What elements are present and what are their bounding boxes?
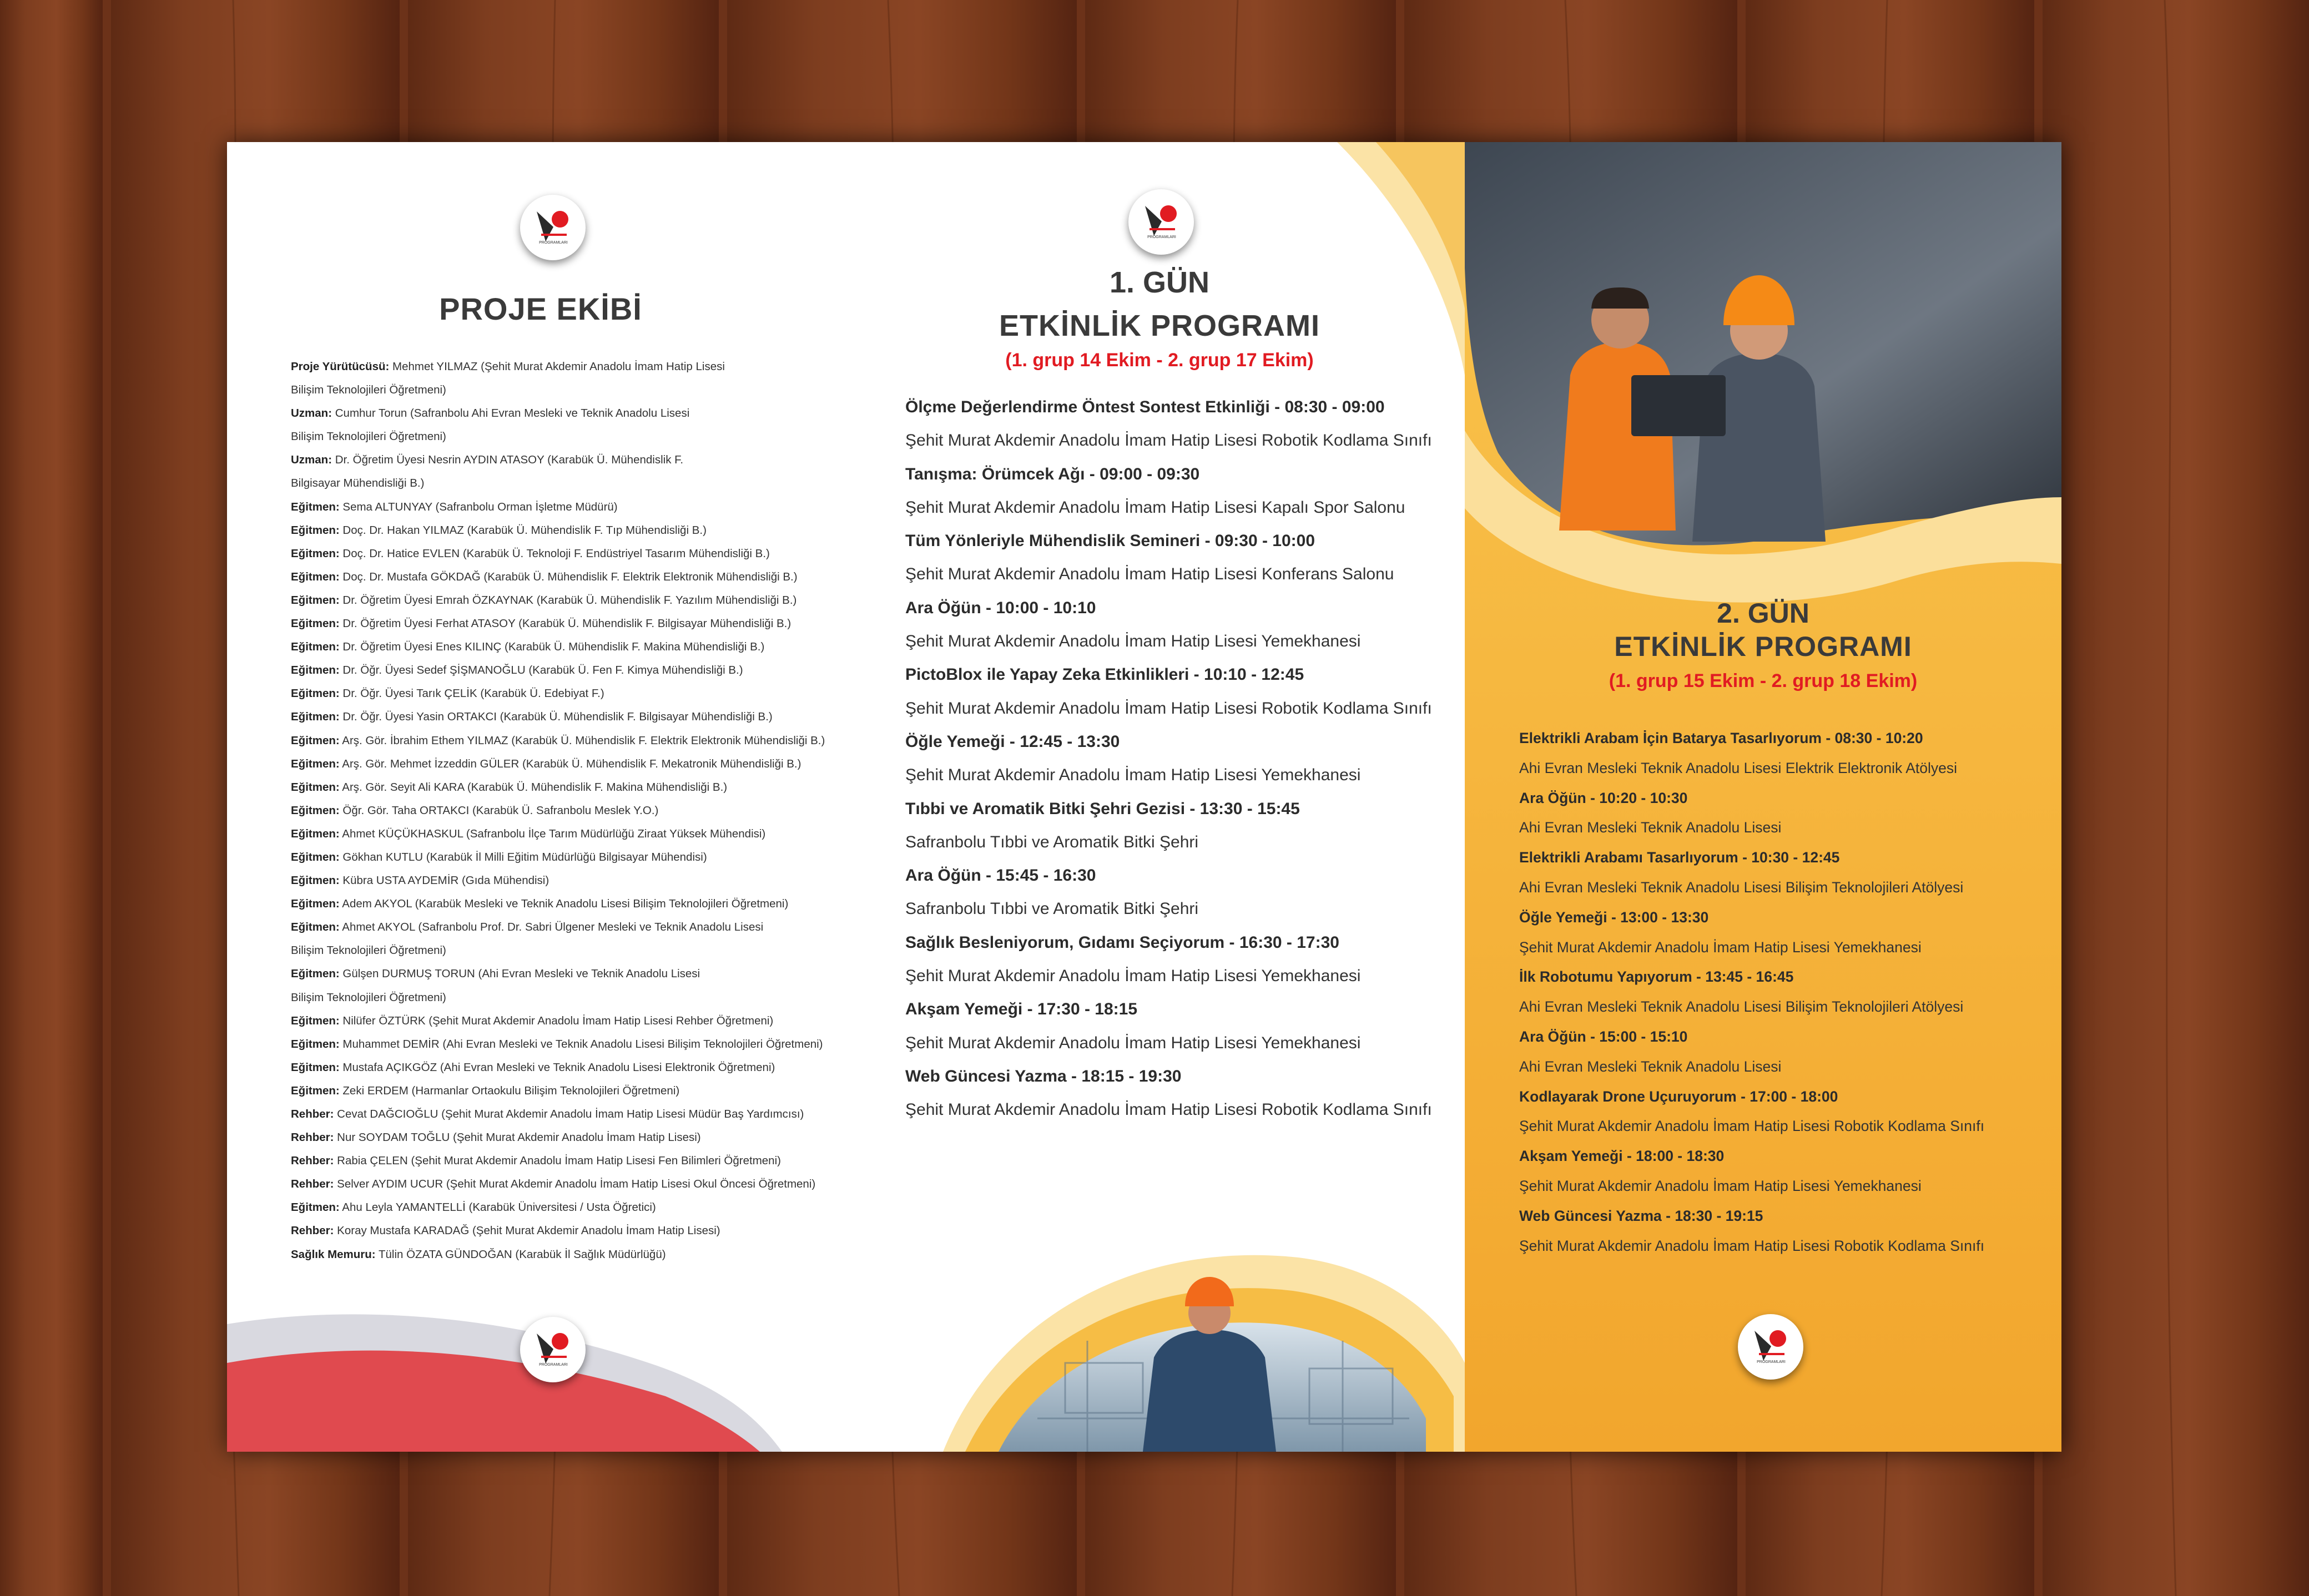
team-member-text: Bilişim Teknolojileri Öğretmeni): [291, 944, 446, 957]
schedule-item-time: Elektrikli Arabam İçin Batarya Tasarlıyorum - 08:30 - 10:20: [1519, 730, 1923, 746]
team-member-role: Eğitmen:: [291, 1014, 340, 1027]
team-member-row: [291, 402, 846, 425]
team-member-text: Öğr. Gör. Taha ORTAKCI (Karabük Ü. Safranbolu Meslek Y.O.): [339, 804, 659, 817]
team-member-text: Nilüfer ÖZTÜRK (Şehit Murat Akdemir Anadolu İmam Hatip Lisesi Rehber Öğretmeni): [339, 1014, 774, 1027]
team-member-text: Muhammet DEMİR (Ahi Evran Mesleki ve Teknik Anadolu Lisesi Bilişim Teknolojileri Öğretmeni): [339, 1037, 823, 1050]
team-member-role: Rehber:: [291, 1131, 334, 1144]
team-member-text: Adem AKYOL (Karabük Mesleki ve Teknik Anadolu Lisesi Bilişim Teknolojileri Öğretmeni): [339, 897, 789, 911]
team-member-text: Mustafa AÇIKGÖZ (Ahi Evran Mesleki ve Teknik Anadolu Lisesi Elektronik Öğretmeni): [339, 1060, 775, 1074]
team-member-text: Sema ALTUNYAY (Safranbolu Orman İşletme Müdürü): [339, 500, 618, 513]
team-member-row: [291, 519, 846, 542]
team-member-text: Dr. Öğr. Üyesi Sedef ŞİŞMANOĞLU (Karabük Ü. Fen F. Kimya Mühendisliği B.): [339, 664, 743, 677]
team-member-row: [291, 846, 846, 869]
schedule-item-time: Kodlayarak Drone Uçuruyorum - 17:00 - 18:00: [1519, 1088, 1838, 1105]
logo-badge: [1738, 1314, 1803, 1380]
schedule-item-time: Akşam Yemeği - 18:00 - 18:30: [1519, 1148, 1725, 1165]
logo-caption: PROGRAMLARI: [539, 1363, 568, 1367]
team-member-role: Eğitmen:: [291, 547, 340, 560]
team-member-row: [291, 1033, 846, 1056]
schedule-item-time: İlk Robotumu Yapıyorum - 13:45 - 16:45: [1519, 968, 1794, 986]
schedule-item-location: Şehit Murat Akdemir Anadolu İmam Hatip Lisesi Yemekhanesi: [905, 766, 1361, 785]
team-member-role: Eğitmen:: [291, 617, 340, 630]
team-member-text: Dr. Öğretim Üyesi Nesrin AYDIN ATASOY (Karabük Ü. Mühendislik F.: [332, 453, 684, 467]
logo-caption: PROGRAMLARI: [1147, 235, 1176, 239]
team-member-text: Gökhan KUTLU (Karabük İl Milli Eğitim Müdürlüğü Bilgisayar Mühendisi): [339, 850, 707, 863]
team-member-text: Bilgisayar Mühendisliği B.): [291, 477, 425, 490]
day1-subtitle: (1. grup 14 Ekim - 2. grup 17 Ekim): [1005, 350, 1314, 371]
team-member-text: Dr. Öğretim Üyesi Ferhat ATASOY (Karabük Ü. Mühendislik F. Bilgisayar Mühendisliği B.): [339, 617, 791, 630]
team-member-text: Ahmet AKYOL (Safranbolu Prof. Dr. Sabri Ülgener Mesleki ve Teknik Anadolu Lisesi: [339, 921, 764, 934]
team-member-text: Doç. Dr. Mustafa GÖKDAĞ (Karabük Ü. Mühendislik F. Elektrik Elektronik Mühendisliği B.): [339, 570, 798, 583]
team-member-text: Bilişim Teknolojileri Öğretmeni): [291, 383, 446, 397]
schedule-item-time: Ara Öğün - 15:00 - 15:10: [1519, 1028, 1688, 1045]
schedule-item-location: Şehit Murat Akdemir Anadolu İmam Hatip Lisesi Yemekhanesi: [1519, 1177, 1922, 1194]
schedule-item-location: Ahi Evran Mesleki Teknik Anadolu Lisesi Bilişim Teknolojileri Atölyesi: [1519, 878, 1964, 896]
team-member-text: Mehmet YILMAZ (Şehit Murat Akdemir Anadolu İmam Hatip Lisesi: [389, 360, 725, 373]
team-member-row: [291, 1243, 846, 1266]
team-member-row: [291, 355, 846, 378]
team-member-text: Cumhur Torun (Safranbolu Ahi Evran Mesleki ve Teknik Anadolu Lisesi: [332, 407, 690, 420]
team-member-row: [291, 1103, 846, 1126]
schedule-item-time: Ara Öğün - 15:45 - 16:30: [905, 866, 1096, 885]
day1-title: 1. GÜN: [1109, 266, 1210, 299]
team-member-role: Eğitmen:: [291, 804, 340, 817]
schedule-item-time: Öğle Yemeği - 12:45 - 13:30: [905, 732, 1120, 751]
day2-schedule: [1519, 724, 2052, 1261]
schedule-item-location: Ahi Evran Mesleki Teknik Anadolu Lisesi Elektrik Elektronik Atölyesi: [1519, 759, 1957, 776]
schedule-item-time: Akşam Yemeği - 17:30 - 18:15: [905, 1000, 1138, 1019]
team-member-role: Eğitmen:: [291, 523, 340, 537]
team-member-role: Uzman:: [291, 453, 332, 467]
team-member-row: [291, 659, 846, 682]
team-member-row: [291, 776, 846, 799]
schedule-item-location: Şehit Murat Akdemir Anadolu İmam Hatip Lisesi Yemekhanesi: [905, 632, 1361, 651]
team-panel: [227, 142, 854, 1452]
team-member-row: [291, 1219, 846, 1243]
team-member-row: [291, 1126, 846, 1149]
day1-panel: [854, 142, 1465, 1452]
schedule-item-location: Safranbolu Tıbbi ve Aromatik Bitki Şehri: [905, 832, 1199, 851]
schedule-item-time: Öğle Yemeği - 13:00 - 13:30: [1519, 908, 1709, 926]
schedule-item-location: Şehit Murat Akdemir Anadolu İmam Hatip Lisesi Kapalı Spor Salonu: [905, 498, 1405, 517]
team-member-row: [291, 705, 846, 729]
team-member-role: Eğitmen:: [291, 1037, 340, 1050]
team-member-row: [291, 986, 846, 1009]
team-member-text: Koray Mustafa KARADAĞ (Şehit Murat Akdemir Anadolu İmam Hatip Lisesi): [334, 1224, 720, 1238]
schedule-item-location: Şehit Murat Akdemir Anadolu İmam Hatip Lisesi Konferans Salonu: [905, 565, 1394, 584]
team-member-row: [291, 1173, 846, 1196]
team-member-text: Kübra USTA AYDEMİR (Gıda Mühendisi): [339, 874, 549, 887]
team-member-row: [291, 682, 846, 705]
team-member-row: [291, 1196, 846, 1219]
team-member-row: [291, 752, 846, 776]
team-member-row: [291, 962, 846, 986]
team-member-role: Eğitmen:: [291, 593, 340, 607]
team-member-role: Sağlık Memuru:: [291, 1247, 376, 1261]
team-member-role: Eğitmen:: [291, 874, 340, 887]
team-member-text: Ahmet KÜÇÜKHASKUL (Safranbolu İlçe Tarım Müdürlüğü Ziraat Yüksek Mühendisi): [339, 827, 766, 840]
day2-subtitle: (1. grup 15 Ekim - 2. grup 18 Ekim): [1609, 670, 1918, 691]
team-member-role: Eğitmen:: [291, 710, 340, 724]
schedule-item-location: Şehit Murat Akdemir Anadolu İmam Hatip Lisesi Robotik Kodlama Sınıfı: [1519, 1237, 1985, 1254]
brochure: [227, 142, 2061, 1452]
schedule-item-location: Ahi Evran Mesleki Teknik Anadolu Lisesi: [1519, 819, 1782, 836]
schedule-item-time: Tıbbi ve Aromatik Bitki Şehri Gezisi - 13:30 - 15:45: [905, 799, 1300, 818]
schedule-item-time: Ara Öğün - 10:00 - 10:10: [905, 598, 1096, 617]
team-member-row: [291, 939, 846, 962]
schedule-item-time: Ara Öğün - 10:20 - 10:30: [1519, 789, 1688, 806]
team-member-text: Bilişim Teknolojileri Öğretmeni): [291, 991, 446, 1004]
team-member-role: Eğitmen:: [291, 500, 340, 513]
day1-schedule: [905, 391, 1460, 1127]
team-member-row: [291, 1009, 846, 1033]
team-member-role: Rehber:: [291, 1108, 334, 1120]
team-member-row: [291, 472, 846, 495]
team-member-text: Nur SOYDAM TOĞLU (Şehit Murat Akdemir Anadolu İmam Hatip Lisesi): [334, 1131, 701, 1144]
team-member-row: [291, 869, 846, 892]
team-member-row: [291, 1149, 846, 1173]
team-member-role: Uzman:: [291, 407, 332, 420]
team-member-text: Arş. Gör. Mehmet İzzeddin GÜLER (Karabük Ü. Mühendislik F. Mekatronik Mühendisliği B.): [339, 757, 801, 770]
team-member-role: Proje Yürütücüsü:: [291, 360, 390, 373]
team-member-text: Ahu Leyla YAMANTELLİ (Karabük Üniversitesi / Usta Öğretici): [339, 1201, 656, 1214]
schedule-item-location: Şehit Murat Akdemir Anadolu İmam Hatip Lisesi Robotik Kodlama Sınıfı: [905, 431, 1432, 450]
team-member-role: Eğitmen:: [291, 734, 340, 747]
team-member-row: [291, 448, 846, 472]
schedule-item-location: Safranbolu Tıbbi ve Aromatik Bitki Şehri: [905, 900, 1199, 918]
team-member-row: [291, 729, 846, 752]
team-member-role: Rehber:: [291, 1154, 334, 1168]
team-member-row: [291, 496, 846, 519]
team-member-role: Eğitmen:: [291, 570, 340, 583]
team-member-row: [291, 635, 846, 659]
team-member-text: Arş. Gör. Seyit Ali KARA (Karabük Ü. Mühendislik F. Makina Mühendisliği B.): [339, 780, 728, 794]
day2-panel: [1465, 142, 2061, 1452]
schedule-item-location: Şehit Murat Akdemir Anadolu İmam Hatip Lisesi Robotik Kodlama Sınıfı: [905, 1100, 1432, 1119]
team-member-text: Dr. Öğretim Üyesi Enes KILINÇ (Karabük Ü. Mühendislik F. Makina Mühendisliği B.): [339, 640, 765, 654]
team-member-role: Eğitmen:: [291, 664, 340, 677]
schedule-item-location: Şehit Murat Akdemir Anadolu İmam Hatip Lisesi Robotik Kodlama Sınıfı: [905, 699, 1432, 718]
team-member-text: Zeki ERDEM (Harmanlar Ortaokulu Bilişim Teknolojileri Öğretmeni): [339, 1084, 680, 1097]
team-member-row: [291, 1056, 846, 1079]
schedule-item-location: Şehit Murat Akdemir Anadolu İmam Hatip Lisesi Yemekhanesi: [1519, 938, 1922, 956]
logo-badge-bottom: [520, 1317, 586, 1382]
team-member-role: Eğitmen:: [291, 897, 340, 911]
team-member-row: [291, 1079, 846, 1103]
team-member-text: Doç. Dr. Hakan YILMAZ (Karabük Ü. Mühendislik F. Tıp Mühendisliği B.): [339, 523, 707, 537]
team-member-text: Dr. Öğr. Üyesi Tarık ÇELİK (Karabük Ü. Edebiyat F.): [339, 687, 604, 700]
team-member-role: Rehber:: [291, 1224, 334, 1238]
team-member-row: [291, 612, 846, 635]
day2-title-program: ETKİNLİK PROGRAMI: [1614, 631, 1912, 662]
team-member-text: Dr. Öğr. Üyesi Yasin ORTAKCI (Karabük Ü. Mühendislik F. Bilgisayar Mühendisliği B.): [339, 710, 773, 724]
team-member-role: Eğitmen:: [291, 1201, 340, 1214]
team-member-text: Arş. Gör. İbrahim Ethem YILMAZ (Karabük Ü. Mühendislik F. Elektrik Elektronik Mühendisliği B.): [339, 734, 825, 747]
schedule-item-location: Şehit Murat Akdemir Anadolu İmam Hatip Lisesi Robotik Kodlama Sınıfı: [1519, 1118, 1985, 1135]
day1-title-program: ETKİNLİK PROGRAMI: [999, 309, 1320, 342]
team-member-role: Eğitmen:: [291, 921, 340, 934]
team-member-role: Eğitmen:: [291, 1084, 340, 1097]
team-member-row: [291, 916, 846, 939]
team-member-text: Cevat DAĞCIOĞLU (Şehit Murat Akdemir Anadolu İmam Hatip Lisesi Müdür Baş Yardımcısı): [334, 1108, 804, 1120]
schedule-item-time: Ölçme Değerlendirme Öntest Sontest Etkinliği - 08:30 - 09:00: [905, 398, 1385, 416]
team-member-text: Gülşen DURMUŞ TORUN (Ahi Evran Mesleki ve Teknik Anadolu Lisesi: [339, 967, 700, 981]
logo-caption: PROGRAMLARI: [539, 241, 568, 245]
team-member-role: Eğitmen:: [291, 967, 340, 981]
team-member-row: [291, 822, 846, 846]
team-member-text: Tülin ÖZATA GÜNDOĞAN (Karabük İl Sağlık Müdürlüğü): [375, 1247, 666, 1261]
team-member-text: Rabia ÇELEN (Şehit Murat Akdemir Anadolu İmam Hatip Lisesi Fen Bilimleri Öğretmeni): [334, 1154, 781, 1168]
logo-caption: PROGRAMLARI: [1757, 1360, 1786, 1364]
team-list: [291, 355, 846, 1266]
team-member-role: Eğitmen:: [291, 687, 340, 700]
schedule-item-time: Web Güncesi Yazma - 18:30 - 19:15: [1519, 1207, 1763, 1224]
team-member-row: [291, 799, 846, 822]
team-member-row: [291, 565, 846, 589]
team-member-row: [291, 378, 846, 402]
schedule-item-time: Elektrikli Arabamı Tasarlıyorum - 10:30 - 12:45: [1519, 849, 1840, 866]
team-member-role: Eğitmen:: [291, 827, 340, 840]
schedule-item-location: Ahi Evran Mesleki Teknik Anadolu Lisesi Bilişim Teknolojileri Atölyesi: [1519, 998, 1964, 1016]
team-member-role: Eğitmen:: [291, 1060, 340, 1074]
schedule-item-location: Şehit Murat Akdemir Anadolu İmam Hatip Lisesi Yemekhanesi: [905, 1033, 1361, 1052]
team-member-text: Doç. Dr. Hatice EVLEN (Karabük Ü. Teknoloji F. Endüstriyel Tasarım Mühendisliği B.): [339, 547, 770, 560]
schedule-item-time: PictoBlox ile Yapay Zeka Etkinlikleri - 10:10 - 12:45: [905, 665, 1304, 684]
team-member-text: Dr. Öğretim Üyesi Emrah ÖZKAYNAK (Karabük Ü. Mühendislik F. Yazılım Mühendisliği B.): [339, 593, 797, 607]
logo-badge: [520, 195, 586, 260]
team-member-row: [291, 892, 846, 916]
team-member-role: Eğitmen:: [291, 780, 340, 794]
schedule-item-location: Şehit Murat Akdemir Anadolu İmam Hatip Lisesi Yemekhanesi: [905, 967, 1361, 986]
team-member-text: Selver AYDIM UCUR (Şehit Murat Akdemir Anadolu İmam Hatip Lisesi Okul Öncesi Öğretmeni): [334, 1178, 816, 1191]
logo-badge: [1128, 189, 1194, 255]
team-member-text: Bilişim Teknolojileri Öğretmeni): [291, 430, 446, 443]
day2-title: 2. GÜN: [1717, 598, 1809, 629]
schedule-item-time: Web Güncesi Yazma - 18:15 - 19:30: [905, 1067, 1182, 1085]
schedule-item-location: Ahi Evran Mesleki Teknik Anadolu Lisesi: [1519, 1058, 1782, 1075]
team-member-row: [291, 425, 846, 448]
schedule-item-time: Tüm Yönleriyle Mühendislik Semineri - 09:30 - 10:00: [905, 532, 1315, 550]
schedule-item-time: Sağlık Besleniyorum, Gıdamı Seçiyorum - 16:30 - 17:30: [905, 933, 1339, 952]
team-title: PROJE EKİBİ: [439, 291, 642, 326]
team-member-row: [291, 542, 846, 565]
team-member-role: Eğitmen:: [291, 757, 340, 770]
team-member-role: Rehber:: [291, 1178, 334, 1191]
schedule-item-time: Tanışma: Örümcek Ağı - 09:00 - 09:30: [905, 464, 1200, 483]
team-member-row: [291, 589, 846, 612]
team-member-role: Eğitmen:: [291, 640, 340, 654]
team-member-role: Eğitmen:: [291, 850, 340, 863]
